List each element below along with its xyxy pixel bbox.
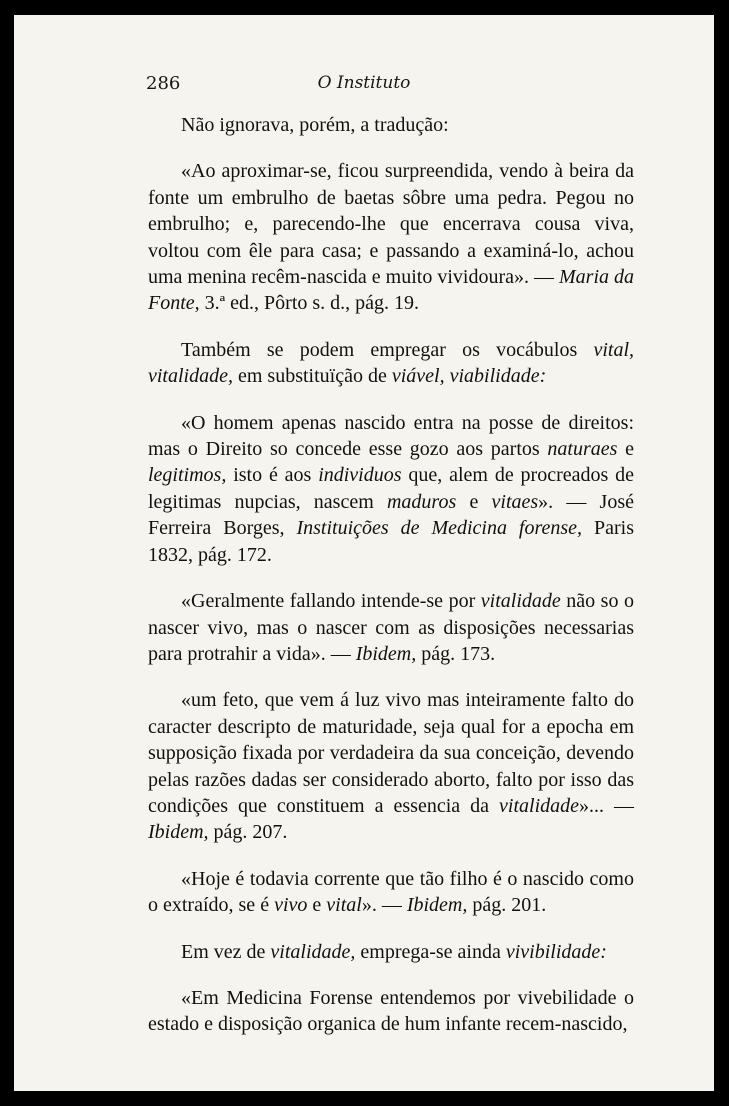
paragraph: Em vez de vitalidade, emprega-se ainda vivibilidade: — [181, 940, 607, 963]
book-page — [14, 15, 714, 1091]
quote-paragraph: «Em Medicina Forense entendemos por vivebilidade o estado e disposição organica de hum infante recem-nascido, — [148, 986, 634, 1036]
running-header — [14, 73, 714, 99]
quote-paragraph: «O homem apenas nascido entra na posse de direitos: mas o Direito so concede esse gozo aos partos naturaes e legitimos, isto é aos individuos que, alem de procreados de legitimas nupcias, nascem maduros e vitaes». — José Ferreira Borges, Instituições de Medicina forense, Paris 1832, pág. 172. — [148, 411, 635, 566]
paragraph: Não ignorava, porém, a tradução: — [181, 114, 449, 136]
quote-paragraph: «Hoje é todavia corrente que tão filho é o nascido como o extraído, se é vivo e vital». — Ibidem, pág. 201. — [148, 867, 634, 917]
quote-paragraph: «Ao aproximar-se, ficou surpreendida, vendo à beira da fonte um embrulho de baetas sôbre uma pedra. Pegou no embrulho; e, parecendo-lhe que encerrava cousa viva, voltou com êle para casa; e passando a examiná-lo, achou uma menina recêm-nascida e muito vividoura». — Maria da Fonte, 3.ª ed., Pôrto s. d., pág. 19. — [148, 160, 635, 315]
page-number: 286 — [146, 73, 181, 94]
running-title: O Instituto — [317, 73, 411, 93]
quote-paragraph: «um feto, que vem á luz vivo mas inteiramente falto do caracter descripto de maturidade, seja qual for a epocha em supposição fixada por verdadeira da sua conceição, devendo pelas razões dadas ser considerado aborto, falto por isso das condições que constituem a essencia da vitalidade»... — Ibidem, pág. 207. — [148, 689, 635, 844]
page-body — [148, 112, 634, 1038]
paragraph: Também se podem empregar os vocábulos vital, vitalidade, em substituïção de viável, viabilidade: — [148, 338, 634, 388]
quote-paragraph: «Geralmente fallando intende-se por vitalidade não so o nascer vivo, mas o nascer com as disposições necessarias para protrahir a vida». — Ibidem, pág. 173. — [148, 590, 634, 665]
